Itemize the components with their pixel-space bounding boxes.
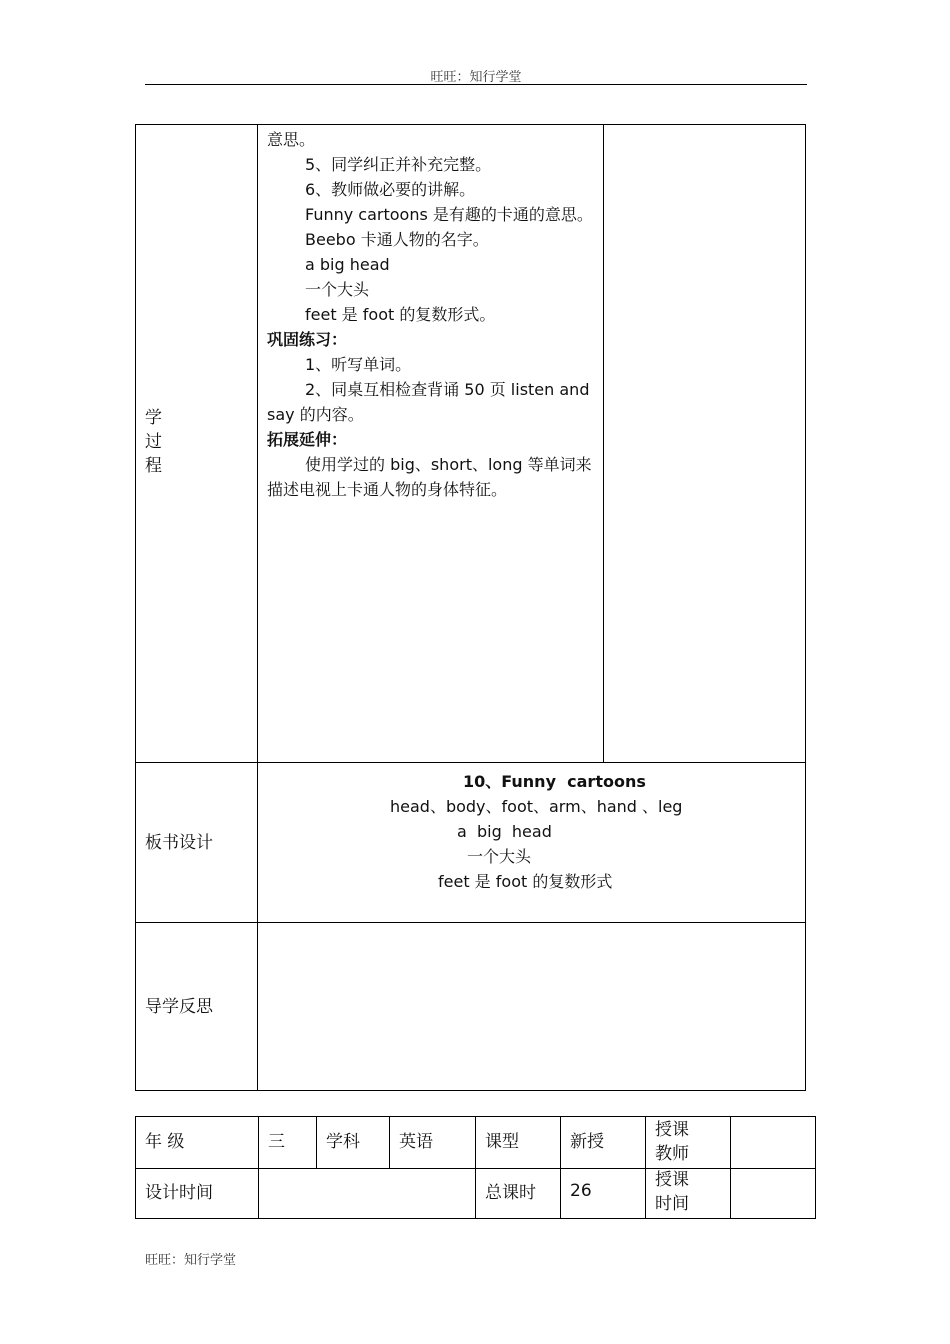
type-label: 课型	[485, 1132, 519, 1152]
board-title: 10、Funny cartoons	[463, 772, 646, 791]
process-content	[267, 127, 597, 502]
board-design-content	[257, 769, 807, 894]
process-line: Beebo 卡通人物的名字。	[305, 230, 489, 249]
process-line: 1、听写单词。	[305, 355, 412, 374]
process-line: 使用学过的 big、short、long 等单词来描述电视上卡通人物的身体特征。	[267, 455, 592, 499]
info-col-divider	[389, 1117, 390, 1168]
process-label-char-1: 学	[145, 408, 162, 428]
section-heading-extension: 拓展延伸：	[267, 430, 348, 449]
process-label-char-3: 程	[145, 456, 162, 476]
process-line: 5、同学纠正并补充完整。	[305, 155, 492, 174]
process-line: 6、教师做必要的讲解。	[305, 180, 476, 199]
process-line: 意思。	[267, 130, 316, 149]
class-time-label: 授课时间	[655, 1170, 689, 1214]
info-col-divider	[475, 1117, 476, 1218]
total-hours-value: 26	[570, 1181, 592, 1201]
lesson-plan-table	[135, 124, 806, 1091]
page-footer: 旺旺：知行学堂	[145, 1253, 237, 1268]
info-col-divider	[560, 1117, 561, 1218]
info-col-divider	[730, 1117, 731, 1218]
process-label-char-2: 过	[145, 432, 162, 452]
lesson-info-table	[135, 1116, 816, 1219]
process-line: a big head	[305, 255, 390, 274]
col-divider-2	[603, 125, 604, 762]
board-line: feet 是 foot 的复数形式	[438, 872, 613, 891]
process-line: 2、同桌互相检查背诵 50 页 listen and say 的内容。	[267, 380, 590, 424]
board-line: a big head	[457, 822, 552, 841]
board-line: 一个大头	[467, 847, 532, 866]
design-time-label: 设计时间	[145, 1183, 213, 1203]
row-divider-1	[136, 762, 805, 763]
section-heading-consolidation: 巩固练习：	[267, 330, 348, 349]
total-hours-label: 总课时	[485, 1183, 536, 1203]
process-label	[145, 406, 165, 478]
board-design-label: 板书设计	[145, 833, 213, 853]
header-rule	[145, 84, 807, 85]
reflection-label: 导学反思	[145, 997, 213, 1017]
process-line: Funny cartoons 是有趣的卡通的意思。	[305, 205, 593, 224]
process-line: 一个大头	[305, 280, 370, 299]
subject-value: 英语	[399, 1132, 433, 1152]
board-line: head、body、foot、arm、hand 、leg	[390, 797, 683, 816]
teacher-label: 授课教师	[655, 1120, 689, 1164]
grade-value: 三	[268, 1132, 285, 1152]
col-divider-1	[257, 125, 258, 1090]
type-value: 新授	[570, 1132, 604, 1152]
subject-label: 学科	[326, 1132, 360, 1152]
grade-label: 年 级	[145, 1132, 185, 1152]
info-col-divider	[316, 1117, 317, 1168]
page-header: 旺旺：知行学堂	[430, 70, 522, 85]
info-col-divider	[645, 1117, 646, 1218]
row-divider-2	[136, 922, 805, 923]
info-col-divider	[258, 1117, 259, 1218]
process-line: feet 是 foot 的复数形式。	[305, 305, 496, 324]
